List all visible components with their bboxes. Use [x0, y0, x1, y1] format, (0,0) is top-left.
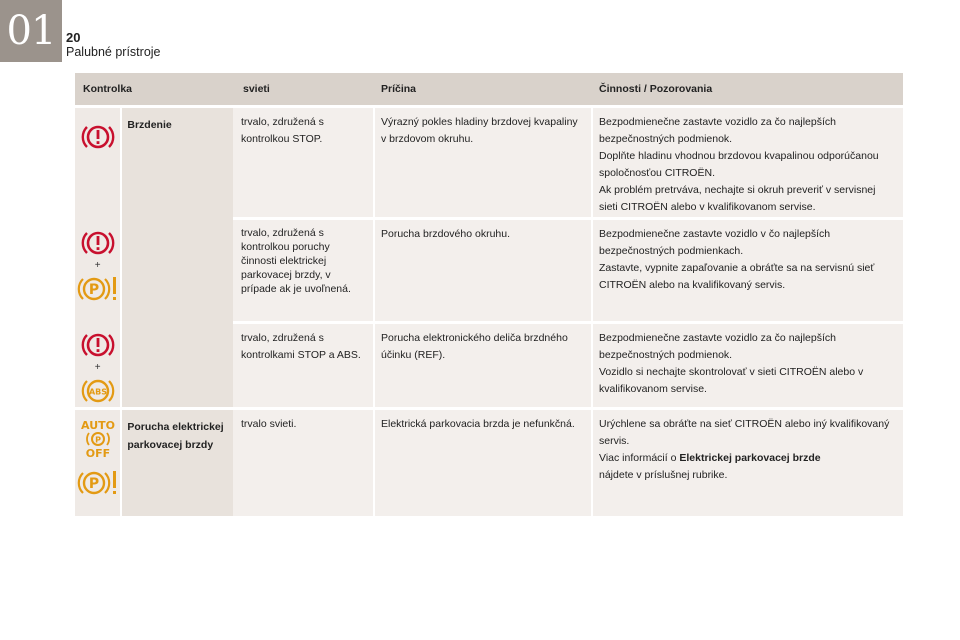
cell-svieti: trvalo, združená s kontrolkou STOP.: [241, 116, 324, 145]
abs-warning-icon: [81, 376, 115, 406]
brake-warning-icon: [81, 330, 115, 360]
group-name: Porucha elektrickej parkovacej brzdy: [127, 421, 224, 451]
cinnosti-bold-text: Elektrickej parkovacej brzde: [679, 452, 821, 464]
group-name: Brzdenie: [127, 119, 172, 131]
auto-off-icon: [76, 416, 120, 458]
col-header-pricina: Príčina: [381, 83, 417, 95]
col-header-cinnosti: Činnosti / Pozorovania: [599, 83, 713, 95]
cell-pricina: Výrazný pokles hladiny brzdovej kvapaliny v brzdovom okruhu.: [373, 108, 591, 217]
cinnosti-text: nájdete v príslušnej rubrike.: [599, 469, 728, 481]
off-label: OFF: [85, 447, 110, 458]
page-number: 20: [66, 30, 81, 45]
icon-column: [75, 108, 120, 407]
auto-label: AUTO: [80, 419, 115, 432]
cell-pricina: Elektrická parkovacia brzda je nefunkčná.: [373, 410, 591, 516]
cell-svieti: trvalo svieti.: [241, 418, 297, 430]
group-rows: [233, 108, 903, 407]
p-letter: P: [88, 476, 99, 492]
abs-label: ABS: [88, 387, 107, 397]
icon-column: [75, 410, 120, 516]
brake-warning-icon: [81, 122, 115, 152]
table-row: [233, 410, 903, 516]
plus-sign: +: [94, 260, 101, 271]
table-row: [233, 220, 903, 321]
cell-cinnosti: Bezpodmienečne zastavte vozidlo za čo najlepších bezpečnostných podmienok. Vozidlo si nechajte skontrolovať v sieti CITROËN alebo v kvalifikovanom servise.: [591, 324, 903, 407]
cell-pricina: Porucha brzdového okruhu.: [373, 220, 591, 321]
table-group-parking-brake: [75, 410, 903, 516]
parking-brake-fault-icon: [76, 468, 120, 498]
group-name-cell: [122, 410, 233, 516]
group-name-cell: [122, 108, 233, 407]
cell-cinnosti: Bezpodmienečne zastavte vozidlo za čo najlepších bezpečnostných podmienok. Doplňte hladinu vhodnou brzdovou kvapalinou odporúčanou spoločnosťou CITROËN. Ak problém pretrváva, nechajte si okruh preveriť v servisnej sieti CITROËN alebo v kvalifikovanom servise.: [591, 108, 903, 217]
warning-lights-table: [75, 73, 903, 516]
brake-warning-icon: [81, 228, 115, 258]
section-title: Palubné prístroje: [66, 45, 161, 59]
table-header: [75, 73, 903, 105]
parking-brake-fault-icon: [76, 274, 120, 304]
cell-pricina: Porucha elektronického deliča brzdného účinku (REF).: [373, 324, 591, 407]
cell-svieti: trvalo, združená s kontrolkou poruchy činnosti elektrickej parkovacej brzdy, v prípade ak je uvoľnená.: [241, 227, 351, 295]
group-rows: [233, 410, 903, 516]
col-header-svieti: svieti: [243, 83, 270, 95]
cell-svieti: trvalo, združená s kontrolkami STOP a ABS.: [241, 332, 361, 361]
p-letter: P: [94, 435, 101, 445]
chapter-badge: 01: [0, 0, 62, 62]
cinnosti-text: Urýchlene sa obráťte na sieť CITROËN alebo iný kvalifikovaný servis. Viac informácií o: [599, 418, 890, 464]
cell-cinnosti: Bezpodmienečne zastavte vozidlo v čo najlepších bezpečnostných podmienkach. Zastavte, vypnite zapaľovanie a obráťte sa na servisnú sieť CITROËN alebo na kvalifikovaný servis.: [591, 220, 903, 321]
plus-sign: +: [94, 362, 101, 373]
cell-cinnosti: [591, 410, 903, 516]
table-group-brzdenie: [75, 108, 903, 407]
table-row: [233, 108, 903, 217]
table-row: [233, 324, 903, 407]
p-letter: P: [88, 282, 99, 298]
col-header-kontrolka: Kontrolka: [83, 83, 133, 95]
